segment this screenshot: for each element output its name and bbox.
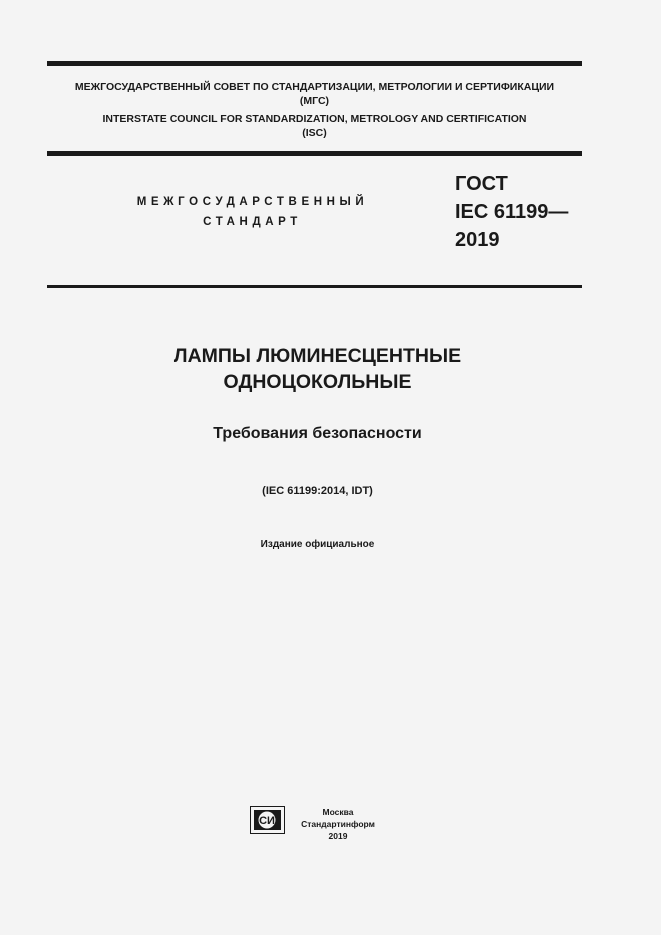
standard-type-line1: МЕЖГОСУДАРСТВЕННЫЙ (136, 196, 369, 208)
title-line1: ЛАМПЫ ЛЮМИНЕСЦЕНТНЫЕ (173, 345, 462, 367)
council-rule (47, 151, 582, 156)
council-ru-abbr: (МГС) (299, 95, 330, 107)
designation-line3: 2019 (455, 229, 500, 251)
council-ru-name: МЕЖГОСУДАРСТВЕННЫЙ СОВЕТ ПО СТАНДАРТИЗАЦИИ, МЕТРОЛОГИИ И СЕРТИФИКАЦИИ (74, 81, 555, 93)
standard-type (120, 192, 385, 232)
designation (455, 170, 568, 254)
publisher-block (296, 806, 380, 842)
equivalence-note: (IEC 61199:2014, IDT) (262, 485, 373, 497)
council-ru (47, 80, 582, 108)
publisher-year: 2019 (328, 831, 348, 841)
standartinform-logo (250, 806, 285, 834)
designation-line1: ГОСТ (455, 173, 508, 195)
council-en-name: INTERSTATE COUNCIL FOR STANDARDIZATION, METROLOGY AND CERTIFICATION (102, 113, 527, 125)
publisher-city: Москва (322, 807, 354, 817)
edition-note: Издание официальное (260, 539, 375, 550)
document-title (50, 343, 585, 395)
title-line2: ОДНОЦОКОЛЬНЫЕ (223, 371, 412, 393)
svg-text:СИ: СИ (259, 815, 275, 827)
council-en (47, 112, 582, 140)
top-rule (47, 61, 582, 66)
document-subtitle: Требования безопасности (213, 425, 422, 442)
header-rule (47, 285, 582, 288)
standard-type-line2: СТАНДАРТ (203, 216, 302, 228)
council-en-abbr: (ISC) (302, 127, 327, 139)
publisher-name: Стандартинформ (301, 819, 375, 829)
designation-line2: IEC 61199— (455, 201, 569, 223)
